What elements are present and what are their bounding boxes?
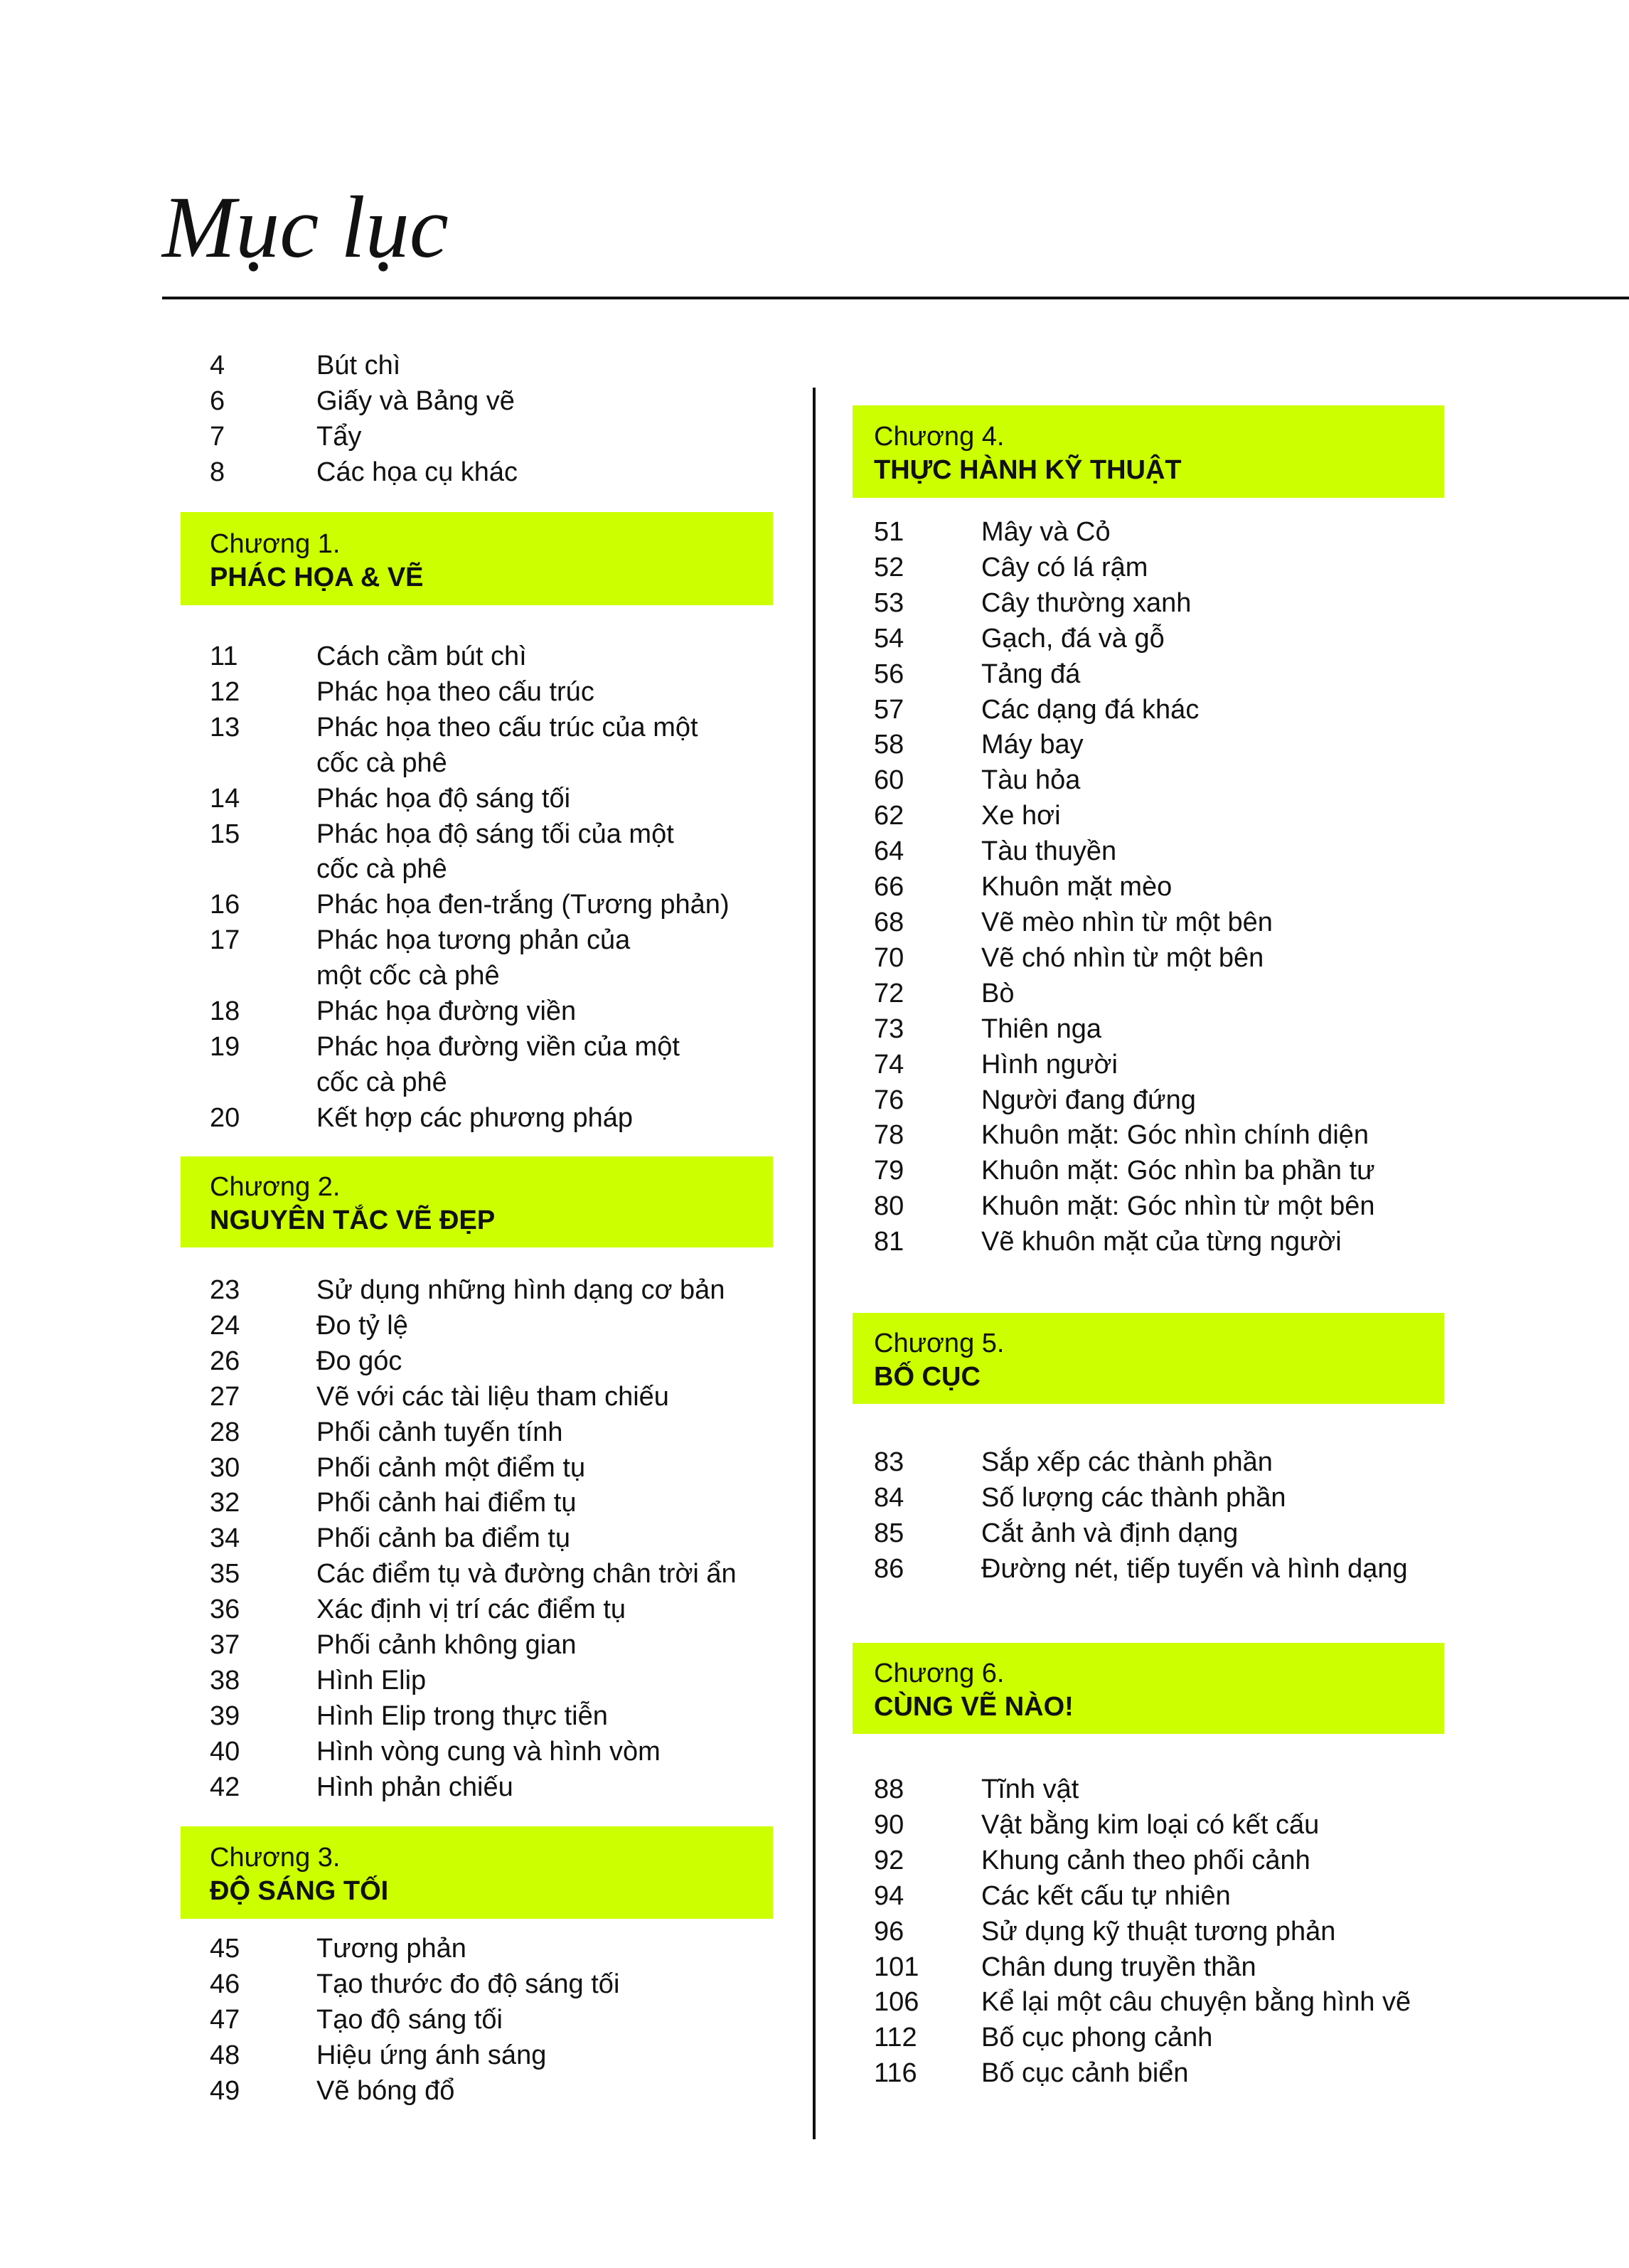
page-number: 15: [210, 819, 240, 849]
title-rule: [162, 297, 1629, 299]
page-number: 101: [874, 1952, 919, 1982]
entry-title: Cây có lá rậm: [981, 552, 1148, 582]
toc-entry[interactable]: [181, 782, 730, 817]
entry-title: Kết hợp các phương pháp: [316, 1102, 634, 1133]
page-number: 78: [874, 1120, 904, 1151]
intro-list: [181, 348, 518, 491]
entry-title: Giấy và Bảng vẽ: [316, 385, 515, 416]
entry-title: Phối cảnh một điểm tụ: [316, 1452, 586, 1483]
toc-entry[interactable]: [181, 710, 730, 782]
chapter-entries: [853, 1445, 1408, 1587]
entry-title: Người đang đứng: [981, 1085, 1196, 1115]
page-number: 73: [874, 1013, 904, 1044]
page-number: 70: [874, 942, 904, 973]
toc-entry[interactable]: [181, 1344, 737, 1380]
entry-title: Khuôn mặt mèo: [981, 872, 1173, 903]
page-number: 19: [210, 1031, 240, 1062]
toc-entry[interactable]: [853, 657, 1375, 693]
chapter-entries: [181, 1932, 619, 2109]
page-number: 11: [210, 641, 238, 671]
entry-title: Khuôn mặt: Góc nhìn chính diện: [981, 1120, 1369, 1151]
page-number: 45: [210, 1934, 240, 1964]
entry-title: Phác họa đen-trắng (Tương phản): [316, 890, 730, 920]
toc-entry[interactable]: [181, 639, 730, 675]
toc-entry[interactable]: [181, 1663, 737, 1699]
page-number: 83: [874, 1447, 904, 1477]
page-number: 37: [210, 1630, 240, 1661]
toc-entry[interactable]: [853, 799, 1375, 834]
entry-title: Phác họa đường viền của một cốc cà phê: [316, 1031, 680, 1097]
chapter-title: ĐỘ SÁNG TỐI: [210, 1876, 389, 1906]
entry-title: Cách cầm bút chì: [316, 641, 527, 671]
page-number: 57: [874, 694, 904, 725]
toc-entry[interactable]: [181, 923, 730, 994]
entry-title: Các dạng đá khác: [981, 694, 1200, 725]
entry-title: Phối cảnh không gian: [316, 1630, 577, 1661]
entry-title: Máy bay: [981, 730, 1084, 760]
entry-title: Tạo thước đo độ sáng tối: [316, 1969, 620, 1999]
toc-entry[interactable]: [853, 1879, 1411, 1915]
entry-title: Phác họa độ sáng tối: [316, 783, 571, 814]
page-number: 106: [874, 1987, 919, 2018]
page-number: 36: [210, 1594, 240, 1625]
entry-title: Bò: [981, 978, 1015, 1008]
page-number: 52: [874, 552, 904, 582]
toc-entry[interactable]: [853, 834, 1375, 870]
toc-entry[interactable]: [181, 675, 730, 710]
page-number: 86: [874, 1553, 904, 1584]
page-number: 84: [874, 1482, 904, 1513]
page-number: 74: [874, 1049, 904, 1080]
entry-title: Các kết cấu tự nhiên: [981, 1880, 1231, 1911]
chapter-header[interactable]: [853, 1643, 1444, 1734]
chapter-label: Chương 6.: [874, 1659, 1005, 1688]
toc-entry[interactable]: [853, 1048, 1375, 1083]
page-number: 18: [210, 996, 240, 1027]
page-number: 38: [210, 1665, 240, 1695]
page-number: 51: [874, 517, 904, 547]
toc-entry[interactable]: [181, 1770, 737, 1806]
toc-entry[interactable]: [853, 941, 1375, 976]
toc-entry[interactable]: [181, 2003, 619, 2038]
entry-title: Phối cảnh hai điểm tụ: [316, 1488, 577, 1518]
page-number: 66: [874, 872, 904, 903]
chapter-entries: [853, 1772, 1411, 2092]
toc-entry[interactable]: [853, 1808, 1411, 1843]
page-number: 48: [210, 2040, 240, 2070]
entry-title: Gạch, đá và gỗ: [981, 623, 1165, 654]
page-number: 4: [210, 351, 225, 380]
toc-entry[interactable]: [853, 728, 1375, 763]
toc-entry[interactable]: [853, 905, 1375, 941]
entry-title: Số lượng các thành phần: [981, 1482, 1286, 1513]
entry-title: Xe hơi: [981, 801, 1061, 831]
entry-title: Mây và Cỏ: [981, 517, 1111, 547]
toc-entry[interactable]: [853, 1154, 1375, 1189]
entry-title: Kể lại một câu chuyện bằng hình vẽ: [981, 1987, 1411, 2018]
chapter-title: BỐ CỤC: [874, 1362, 981, 1392]
toc-entry[interactable]: [181, 1967, 619, 2003]
page-number: 24: [210, 1310, 240, 1341]
toc-entry[interactable]: [181, 420, 518, 455]
page-number: 68: [874, 907, 904, 937]
page-number: 116: [874, 2058, 917, 2089]
toc-entry[interactable]: [853, 976, 1375, 1012]
entry-title: Phác họa theo cấu trúc: [316, 676, 594, 707]
page-number: 47: [210, 2004, 240, 2035]
page-number: 56: [874, 659, 904, 689]
entry-title: Thiên nga: [981, 1013, 1102, 1044]
chapter-label: Chương 1.: [210, 528, 341, 559]
toc-entry[interactable]: [853, 2056, 1411, 2092]
page-number: 53: [874, 587, 904, 618]
entry-title: Bố cục cảnh biển: [981, 2058, 1189, 2089]
page-number: 92: [874, 1845, 904, 1875]
toc-entry[interactable]: [181, 384, 518, 420]
page-number: 85: [874, 1518, 904, 1548]
entry-title: Tĩnh vật: [981, 1774, 1079, 1804]
toc-entry[interactable]: [853, 763, 1375, 799]
page-number: 30: [210, 1452, 240, 1483]
column-divider: [813, 388, 816, 2139]
toc-entry[interactable]: [181, 1415, 737, 1451]
entry-title: Cây thường xanh: [981, 587, 1192, 618]
toc-entry[interactable]: [853, 870, 1375, 905]
chapter-title: NGUYÊN TẮC VẼ ĐẸP: [210, 1205, 496, 1235]
page-number: 94: [874, 1880, 904, 1911]
toc-entry[interactable]: [853, 1843, 1411, 1879]
page-title: Mục lục: [162, 179, 449, 276]
page-number: 16: [210, 890, 240, 920]
page-number: 17: [210, 925, 240, 956]
toc-entry[interactable]: [181, 1557, 737, 1592]
page-number: 96: [874, 1916, 904, 1947]
chapter-entries: [181, 639, 730, 1136]
toc-entry[interactable]: [853, 1012, 1375, 1048]
page-number: 23: [210, 1275, 240, 1305]
page-number: 49: [210, 2075, 240, 2106]
toc-entry[interactable]: [853, 1445, 1408, 1481]
chapter-header[interactable]: [181, 512, 773, 605]
chapter-label: Chương 4.: [874, 422, 1005, 452]
toc-entry[interactable]: [853, 1985, 1411, 2021]
entry-title: Tương phản: [316, 1934, 466, 1964]
toc-entry[interactable]: [181, 1628, 737, 1663]
toc-entry[interactable]: [181, 1735, 737, 1770]
page-number: 7: [210, 421, 225, 452]
toc-entry[interactable]: [853, 1950, 1411, 1986]
chapter-title: PHÁC HỌA & VẼ: [210, 562, 424, 592]
chapter-entries: [181, 1273, 737, 1806]
toc-entry[interactable]: [853, 515, 1375, 550]
page-number: 8: [210, 457, 225, 487]
page-number: 13: [210, 712, 240, 742]
page-number: 42: [210, 1772, 240, 1802]
page-number: 28: [210, 1417, 240, 1447]
toc-entry[interactable]: [181, 817, 730, 888]
page-number: 60: [874, 765, 904, 796]
entry-title: Phối cảnh tuyến tính: [316, 1417, 563, 1447]
page-number: 40: [210, 1736, 240, 1767]
entry-title: Đo góc: [316, 1346, 402, 1376]
toc-entry[interactable]: [181, 1030, 730, 1101]
page-number: 32: [210, 1488, 240, 1518]
toc-entry[interactable]: [853, 693, 1375, 728]
page-number: 12: [210, 676, 240, 707]
entry-title: Hình Elip: [316, 1665, 427, 1695]
page-number: 54: [874, 623, 904, 654]
page-number: 34: [210, 1523, 240, 1554]
page-number: 62: [874, 801, 904, 831]
entry-title: Hình người: [981, 1049, 1118, 1080]
toc-entry[interactable]: [181, 1309, 737, 1344]
page-number: 88: [874, 1774, 904, 1804]
toc-entry[interactable]: [181, 455, 518, 491]
chapter-label: Chương 3.: [210, 1843, 341, 1873]
entry-title: Bố cục phong cảnh: [981, 2023, 1213, 2053]
toc-entry[interactable]: [853, 1118, 1375, 1154]
entry-title: Các điểm tụ và đường chân trời ẩn: [316, 1559, 737, 1590]
entry-title: Sử dụng những hình dạng cơ bản: [316, 1275, 725, 1305]
page-number: 35: [210, 1559, 240, 1590]
toc-entry[interactable]: [853, 1552, 1408, 1587]
entry-title: Vẽ chó nhìn từ một bên: [981, 942, 1264, 973]
toc-entry[interactable]: [181, 1101, 730, 1136]
entry-title: Tàu thuyền: [981, 836, 1117, 867]
toc-entry[interactable]: [853, 1481, 1408, 1516]
entry-title: Hiệu ứng ánh sáng: [316, 2040, 547, 2070]
toc-entry[interactable]: [853, 1772, 1411, 1808]
toc-entry[interactable]: [181, 1932, 619, 1967]
page-number: 6: [210, 385, 225, 416]
page-number: 72: [874, 978, 904, 1008]
page-number: 39: [210, 1700, 240, 1731]
toc-entry[interactable]: [853, 622, 1375, 657]
entry-title: Phác họa đường viền: [316, 996, 577, 1027]
entry-title: Xác định vị trí các điểm tụ: [316, 1594, 626, 1625]
chapter-entries: [853, 515, 1375, 1260]
page-number: 90: [874, 1809, 904, 1840]
entry-title: Tảng đá: [981, 659, 1081, 689]
chapter-header[interactable]: [181, 1826, 773, 1919]
page-number: 79: [874, 1156, 904, 1186]
entry-title: Vẽ với các tài liệu tham chiếu: [316, 1381, 669, 1412]
entry-title: Cắt ảnh và định dạng: [981, 1518, 1239, 1548]
entry-title: Chân dung truyền thần: [981, 1952, 1256, 1982]
page-number: 81: [874, 1227, 904, 1257]
chapter-label: Chương 2.: [210, 1172, 341, 1202]
toc-entry[interactable]: [853, 550, 1375, 586]
page-number: 14: [210, 783, 240, 814]
toc-entry[interactable]: [181, 994, 730, 1030]
chapter-title: CÙNG VẼ NÀO!: [874, 1692, 1074, 1722]
entry-title: Các họa cụ khác: [316, 457, 518, 487]
entry-title: Tàu hỏa: [981, 765, 1081, 796]
toc-entry[interactable]: [181, 1273, 737, 1309]
page-number: 80: [874, 1191, 904, 1222]
toc-entry[interactable]: [181, 348, 518, 384]
entry-title: Khuôn mặt: Góc nhìn từ một bên: [981, 1191, 1375, 1222]
entry-title: Vẽ khuôn mặt của từng người: [981, 1227, 1342, 1257]
entry-title: Sử dụng kỹ thuật tương phản: [981, 1916, 1336, 1947]
toc-entry[interactable]: [181, 2074, 619, 2109]
entry-title: Bút chì: [316, 351, 401, 380]
chapter-header[interactable]: [853, 405, 1444, 498]
chapter-title: THỰC HÀNH KỸ THUẬT: [874, 455, 1182, 485]
entry-title: Sắp xếp các thành phần: [981, 1447, 1273, 1477]
chapter-label: Chương 5.: [874, 1329, 1005, 1358]
toc-entry[interactable]: [181, 2038, 619, 2074]
entry-title: Vật bằng kim loại có kết cấu: [981, 1809, 1320, 1840]
entry-title: Phác họa độ sáng tối của một cốc cà phê: [316, 819, 674, 885]
page-number: 26: [210, 1346, 240, 1376]
entry-title: Hình phản chiếu: [316, 1772, 513, 1802]
toc-entry[interactable]: [181, 1699, 737, 1735]
entry-title: Hình vòng cung và hình vòm: [316, 1736, 661, 1767]
toc-entry[interactable]: [853, 1516, 1408, 1552]
page-number: 58: [874, 730, 904, 760]
toc-entry[interactable]: [853, 1915, 1411, 1950]
page-number: 112: [874, 2023, 917, 2053]
toc-entry[interactable]: [853, 1225, 1375, 1260]
entry-title: Vẽ mèo nhìn từ một bên: [981, 907, 1273, 937]
page-number: 20: [210, 1102, 240, 1133]
toc-entry[interactable]: [853, 586, 1375, 622]
toc-entry[interactable]: [853, 1189, 1375, 1225]
toc-entry[interactable]: [853, 2021, 1411, 2056]
chapter-header[interactable]: [853, 1313, 1444, 1404]
entry-title: Khung cảnh theo phối cảnh: [981, 1845, 1310, 1875]
entry-title: Phối cảnh ba điểm tụ: [316, 1523, 571, 1554]
entry-title: Phác họa theo cấu trúc của một cốc cà phê: [316, 712, 698, 778]
entry-title: Tạo độ sáng tối: [316, 2004, 503, 2035]
entry-title: Phác họa tương phản của một cốc cà phê: [316, 925, 631, 991]
toc-entry[interactable]: [181, 888, 730, 923]
toc-entry[interactable]: [181, 1486, 737, 1521]
page-number: 46: [210, 1969, 240, 1999]
entry-title: Vẽ bóng đổ: [316, 2075, 455, 2106]
chapter-header[interactable]: [181, 1156, 773, 1247]
toc-entry[interactable]: [181, 1521, 737, 1557]
entry-title: Khuôn mặt: Góc nhìn ba phần tư: [981, 1156, 1375, 1186]
toc-entry[interactable]: [181, 1451, 737, 1486]
page-number: 76: [874, 1085, 904, 1115]
page-number: 27: [210, 1381, 240, 1412]
entry-title: Đo tỷ lệ: [316, 1310, 408, 1341]
toc-entry[interactable]: [181, 1380, 737, 1415]
toc-entry[interactable]: [181, 1592, 737, 1628]
entry-title: Đường nét, tiếp tuyến và hình dạng: [981, 1553, 1408, 1584]
page-number: 64: [874, 836, 904, 867]
toc-entry[interactable]: [853, 1083, 1375, 1119]
entry-title: Hình Elip trong thực tiễn: [316, 1700, 608, 1731]
entry-title: Tẩy: [316, 421, 362, 452]
